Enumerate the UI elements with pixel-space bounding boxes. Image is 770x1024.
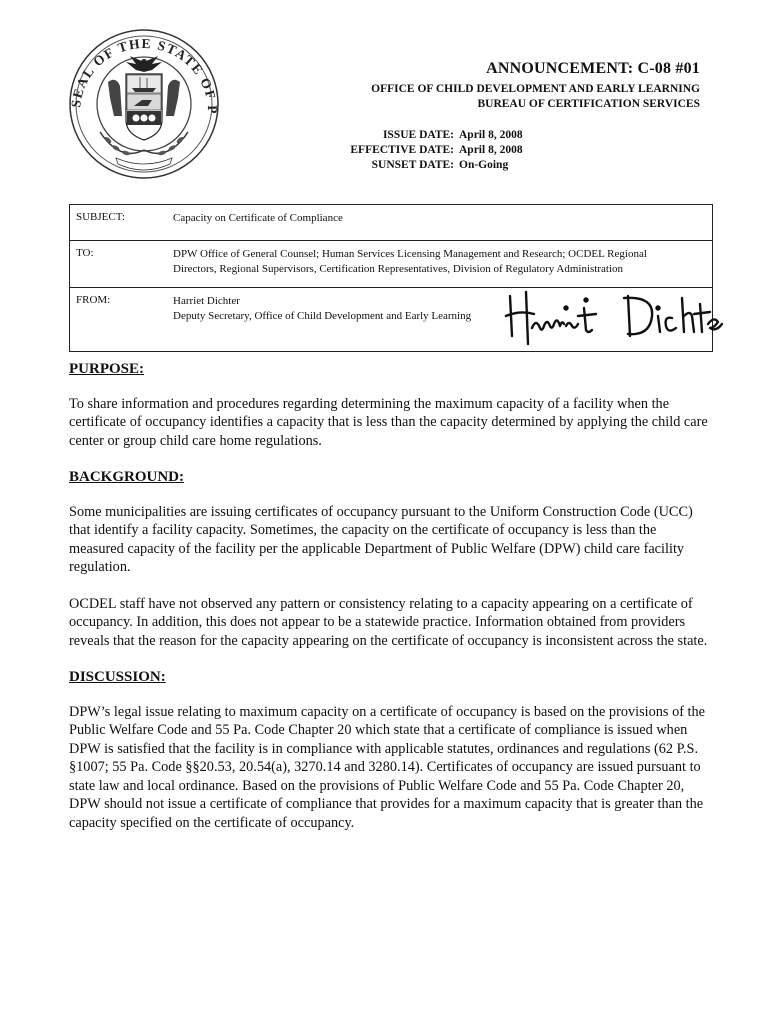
- effective-date-label: EFFECTIVE DATE:: [350, 144, 454, 156]
- announcement-body: [69, 360, 709, 850]
- sunset-date-value: On-Going: [459, 159, 509, 171]
- purpose-heading-text: PURPOSE: [69, 361, 140, 377]
- purpose-heading: PURPOSE:: [69, 361, 145, 377]
- effective-date-value: April 8, 2008: [459, 144, 523, 156]
- sunset-date-row: [340, 158, 523, 173]
- discussion-heading-text: DISCUSSION: [69, 669, 161, 685]
- office-name: OFFICE OF CHILD DEVELOPMENT AND EARLY LEARNING: [371, 83, 700, 95]
- to-line-2: Directors, Regional Supervisors, Certification Representatives, Division of Regulatory Administration: [173, 263, 624, 275]
- discussion-heading: DISCUSSION:: [69, 669, 166, 685]
- from-name: Harriet Dichter: [173, 295, 240, 307]
- handwritten-signature: [502, 286, 724, 346]
- announcement-header: [371, 60, 700, 112]
- from-label: FROM:: [76, 294, 111, 306]
- effective-date-row: [340, 143, 523, 158]
- to-label: TO:: [76, 247, 94, 259]
- discussion-paragraph: DPW’s legal issue relating to maximum capacity on a certificate of occupancy is based on the provisions of the Public Welfare Code and 55 Pa. Code Chapter 20 which state that a certificate of compliance is issued when DPW is satisfied that the facility is in compliance with applicable statutes, ordinances and regulations (62 P.S. §1007; 55 Pa. Code §§20.53, 20.54(a), 3270.14 and 3280.14). Certificates of occupancy are issued pursuant to state law and local ordinance. Based on the provisions of Public Welfare Code and 55 Pa. Code Chapter 20, DPW should not issue a certificate of compliance that provides for a maximum capacity that is greater than the capacity specified on the certificate of occupancy.: [69, 703, 706, 831]
- subject-row: [70, 205, 712, 241]
- background-paragraph-2: OCDEL staff have not observed any pattern or consistency relating to a capacity appearing on a certificate of occupancy. In addition, this does not appear to be a statewide practice. Information obtained from providers reveals that the reason for the capacity appearing on the certificate of occupancy is inconsistent across the state.: [69, 595, 708, 649]
- to-row: [70, 241, 712, 288]
- background-paragraph-1: Some municipalities are issuing certificates of occupancy pursuant to the Uniform Construction Code (UCC) that identify a facility capacity. Sometimes, the capacity on the certificate of occupancy is less than the measured capacity of the facility per the applicable Department of Public Welfare (DPW) child care facility regulation.: [69, 503, 693, 575]
- from-title: Deputy Secretary, Office of Child Development and Early Learning: [173, 310, 472, 322]
- state-seal: [50, 12, 235, 182]
- date-block: [340, 128, 523, 173]
- background-heading-text: BACKGROUND: [69, 469, 180, 485]
- issue-date-value: April 8, 2008: [459, 129, 523, 141]
- bureau-name: BUREAU OF CERTIFICATION SERVICES: [477, 98, 700, 110]
- purpose-paragraph: To share information and procedures regarding determining the maximum capacity of a facility when the certificate of occupancy identifies a capacity that is less than the capacity determined by applying the child care center or group child care home regulations.: [69, 395, 708, 449]
- subject-label: SUBJECT:: [76, 211, 125, 223]
- pennsylvania-seal-icon: [50, 12, 235, 182]
- background-heading: BACKGROUND:: [69, 469, 185, 485]
- sunset-date-label: SUNSET DATE:: [371, 159, 454, 171]
- to-line-1: DPW Office of General Counsel; Human Services Licensing Management and Research; OCDEL Regional: [173, 248, 647, 260]
- to-value: [173, 247, 712, 280]
- subject-value: Capacity on Certificate of Compliance: [173, 212, 343, 224]
- signature-icon: [502, 286, 724, 346]
- issue-date-row: [340, 128, 523, 143]
- svg-text:SEAL OF THE STATE OF PENNSYLVA: SEAL OF THE STATE OF P: [68, 35, 221, 116]
- announcement-number: ANNOUNCEMENT: C-08 #01: [486, 60, 700, 77]
- issue-date-label: ISSUE DATE:: [382, 129, 454, 141]
